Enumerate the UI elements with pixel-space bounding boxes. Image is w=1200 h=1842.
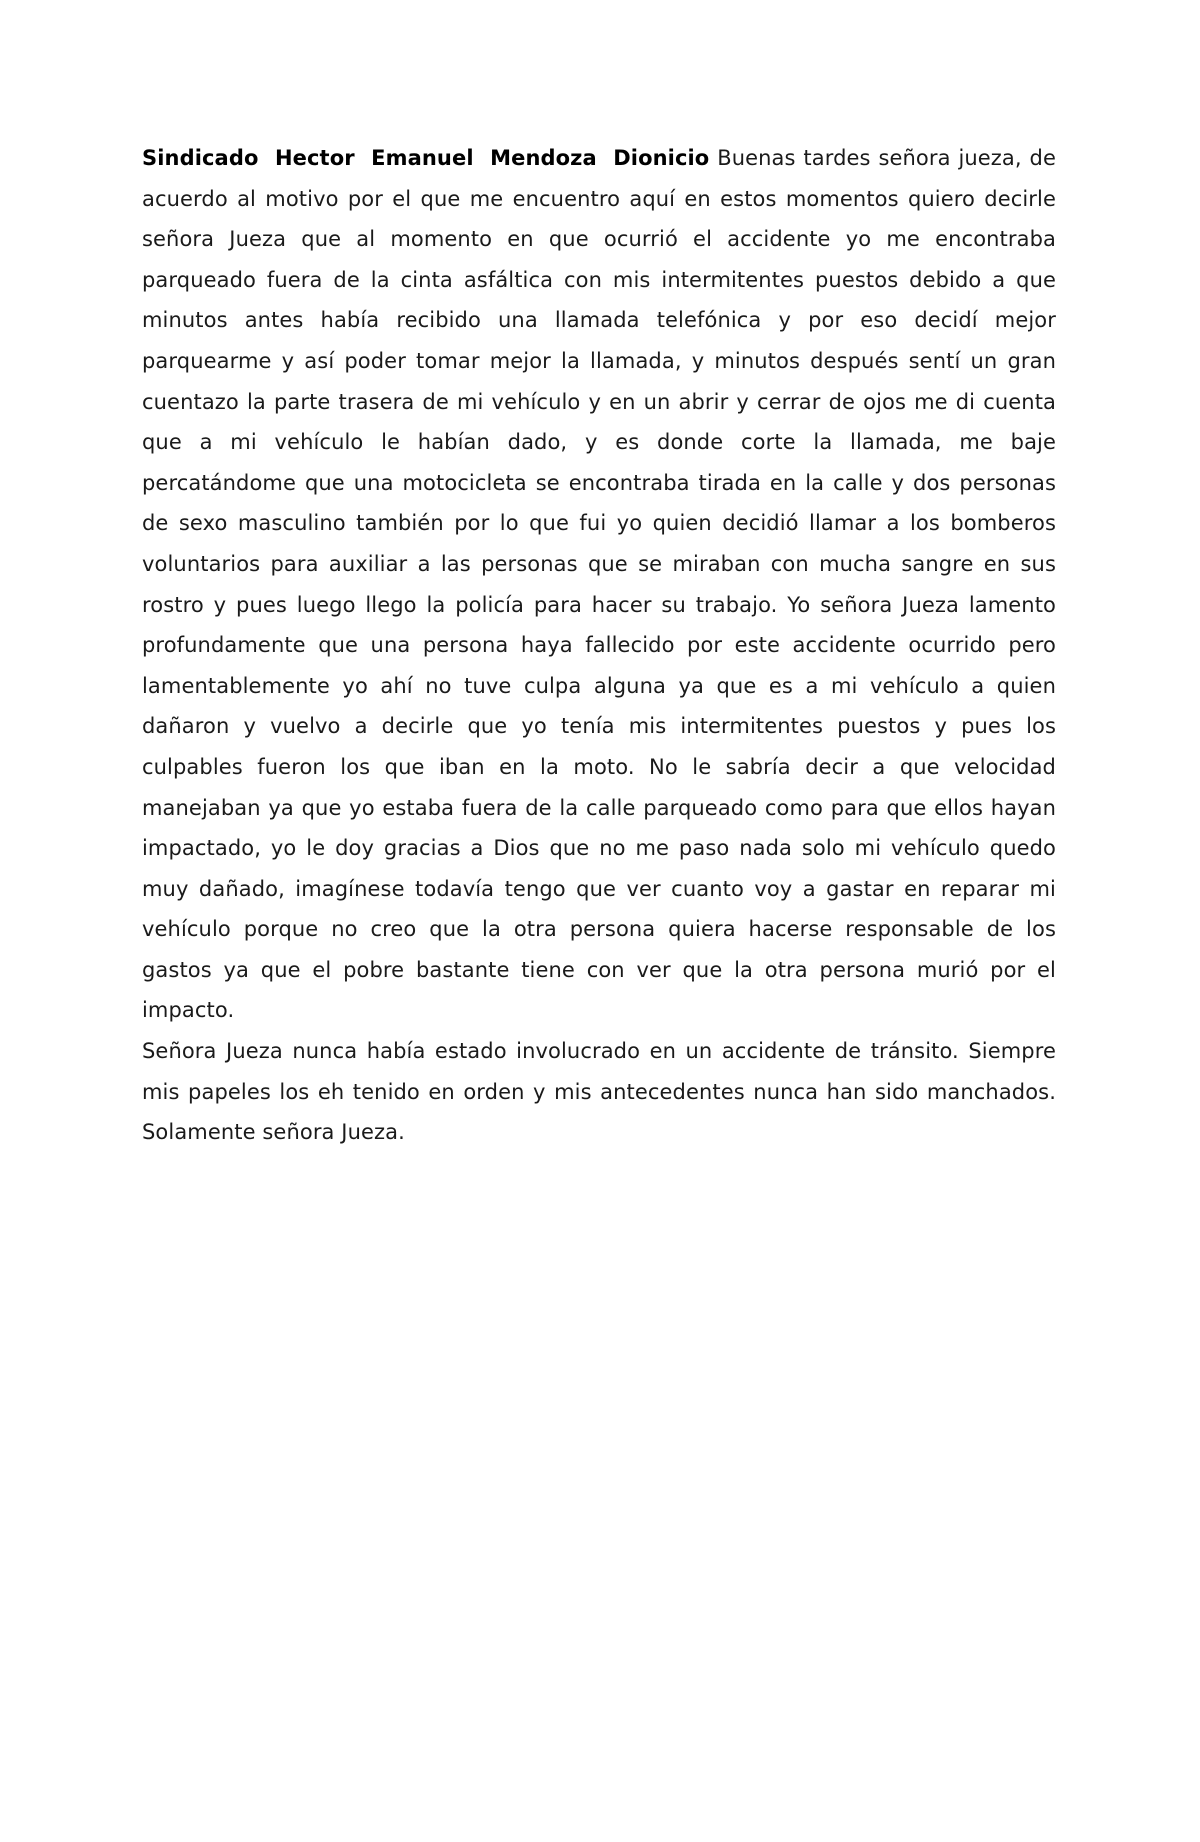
testimony-text [142, 138, 1056, 1153]
testimony-paragraph-1 [142, 138, 1056, 1031]
paragraph-1-text: Buenas tardes señora jueza, de acuerdo al motivo por el que me encuentro aquí en estos momentos quiero decirle señora Jueza que al momento en que ocurrió el accidente yo me encontraba parqueado fuera de la cinta asfáltica con mis intermitentes puestos debido a que minutos antes había recibido una llamada telefónica y por eso decidí mejor parquearme y así poder tomar mejor la llamada, y minutos después sentí un gran cuentazo la parte trasera de mi vehículo y en un abrir y cerrar de ojos me di cuenta que a mi vehículo le habían dado, y es donde corte la llamada, me baje percatándome que una motocicleta se encontraba tirada en la calle y dos personas de sexo masculino también por lo que fui yo quien decidió llamar a los bomberos voluntarios para auxiliar a las personas que se miraban con mucha sangre en sus rostro y pues luego llego la policía para hacer su trabajo. Yo señora Jueza lamento profundamente que una persona haya fallecido por este accidente ocurrido pero lamentablemente yo ahí no tuve culpa alguna ya que es a mi vehículo a quien dañaron y vuelvo a decirle que yo tenía mis intermitentes puestos y pues los culpables fueron los que iban en la moto. No le sabría decir a que velocidad manejaban ya que yo estaba fuera de la calle parqueado como para que ellos hayan impactado, yo le doy gracias a Dios que no me paso nada solo mi vehículo quedo muy dañado, imagínese todavía tengo que ver cuanto voy a gastar en reparar mi vehículo porque no creo que la otra persona quiera hacerse responsable de los gastos ya que el pobre bastante tiene con ver que la otra persona murió por el impacto. [142, 146, 1056, 1023]
testimony-paragraph-2: Señora Jueza nunca había estado involucrado en un accidente de tránsito. Siempre mis papeles los eh tenido en orden y mis antecedentes nunca han sido manchados. Solamente señora Jueza. [142, 1039, 1056, 1145]
speaker-name: Sindicado Hector Emanuel Mendoza Dionicio [142, 146, 710, 170]
